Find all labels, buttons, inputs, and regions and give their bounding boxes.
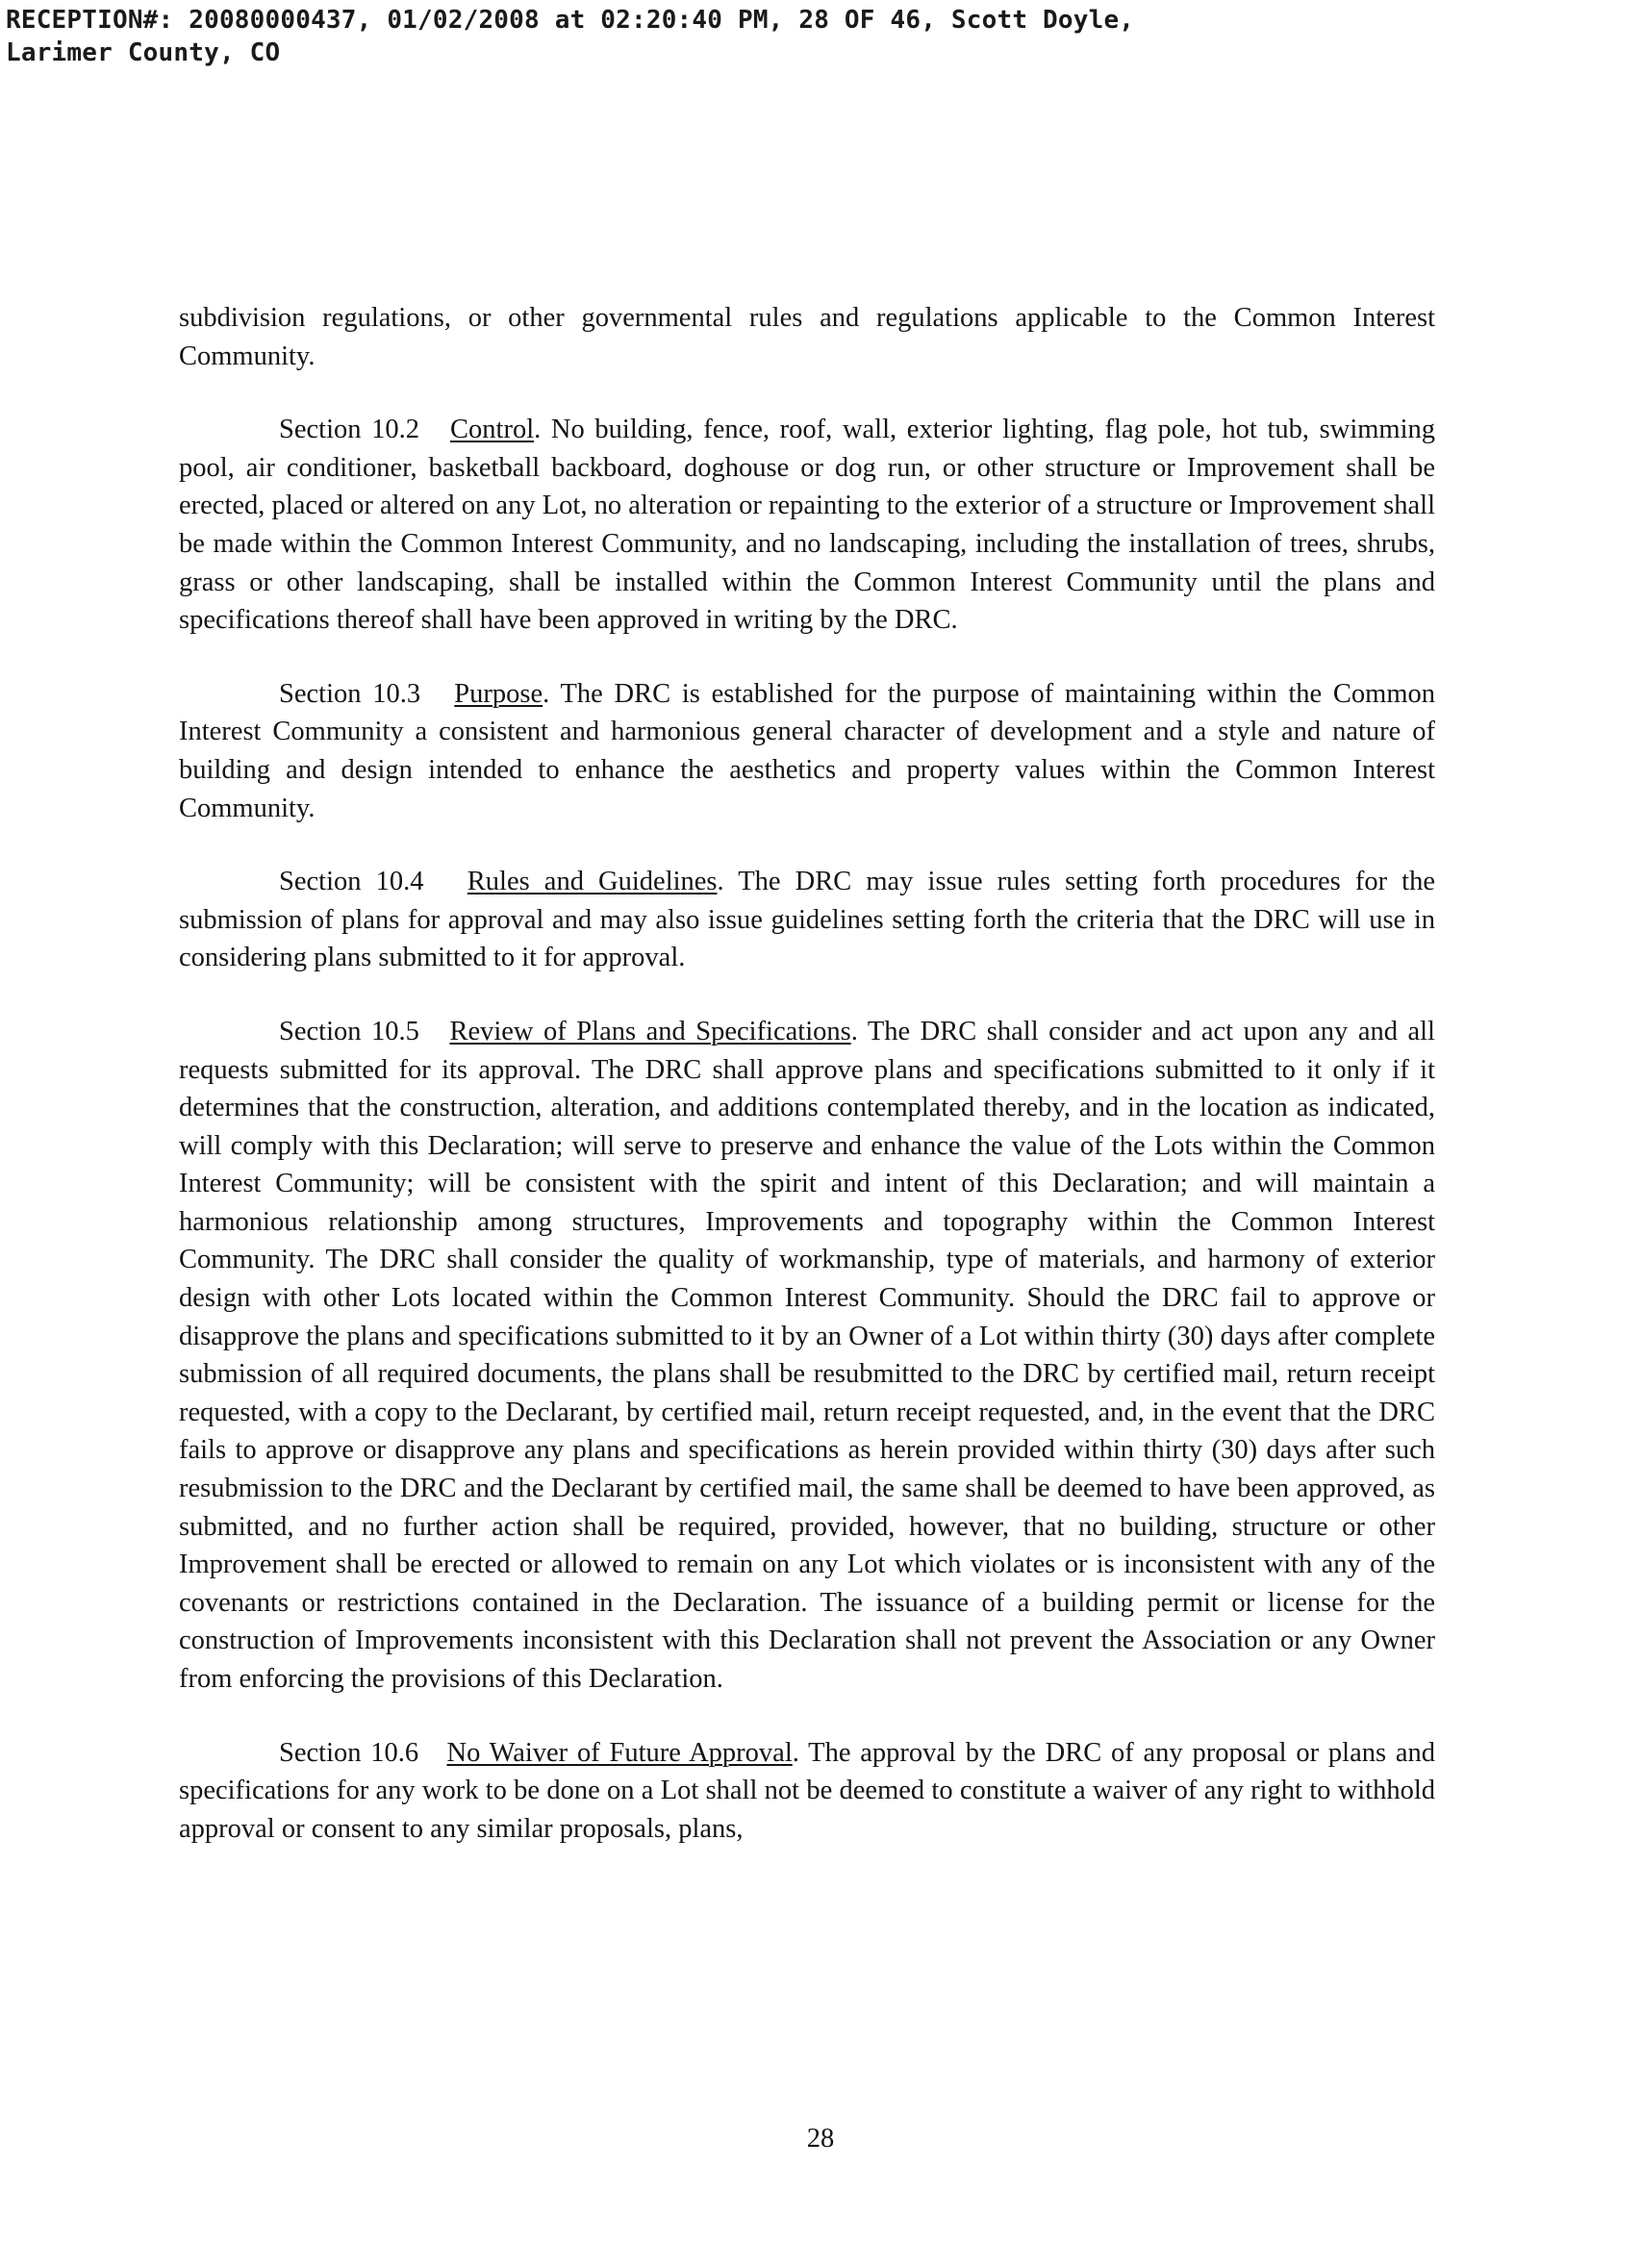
section-label: Section 10.3 [279, 678, 421, 709]
section-10-5: Section 10.5 Review of Plans and Specifications. The DRC shall consider and act upon any and all requests submitted for its approval. The DRC shall approve plans and specifications submitted to it only if it determines that the construction, alteration, and additions contemplated thereby, and in the location as indicated, will comply with this Declaration; will serve to preserve and enhance the value of the Lots within the Common Interest Community; will be consistent with the spirit and intent of this Declaration; and will maintain a harmonious relationship among structures, Improvements and topography within the Common Interest Community. The DRC shall consider the quality of workmanship, type of materials, and harmony of exterior design with other Lots located within the Common Interest Community. Should the DRC fail to approve or disapprove the plans and specifications submitted to it by an Owner of a Lot within thirty (30) days after complete submission of all required documents, the plans shall be resubmitted to the DRC by certified mail, return receipt requested, with a copy to the Declarant, by certified mail, return receipt requested, and, in the event that the DRC fails to approve or disapprove any plans and specifications as herein provided within thirty (30) days after such resubmission to the DRC and the Declarant by certified mail, the same shall be deemed to have been approved, as submitted, and no further action shall be required, provided, however, that no building, structure or other Improvement shall be erected or allowed to remain on any Lot which violates or is inconsistent with any of the covenants or restrictions contained in the Declaration. The issuance of a building permit or license for the construction of Improvements inconsistent with this Declaration shall not prevent the Association or any Owner from enforcing the provisions of this Declaration. [179, 1016, 1435, 1694]
recording-stamp-line-2: Larimer County, CO [6, 38, 281, 67]
section-body: The DRC may issue rules setting forth procedures for the submission of plans for approval and may also issue guidelines setting forth the criteria that the DRC will use in considering plans submitted to it for approval. [179, 867, 1435, 973]
section-title: Purpose [454, 678, 543, 709]
section-title: Rules and Guidelines [467, 867, 718, 897]
recording-stamp [6, 4, 1134, 69]
section-body: No building, fence, roof, wall, exterior lighting, flag pole, hot tub, swimming pool, air conditioner, basketball backboard, doghouse or dog run, or other structure or Improvement shall be erected, placed or altered on any Lot, no alteration or repainting to the exterior of a structure or Improvement shall be made within the Common Interest Community, and no landscaping, including the installation of trees, shrubs, grass or other landscaping, shall be installed within the Common Interest Community until the plans and specifications thereof shall have been approved in writing by the DRC. [179, 415, 1436, 636]
section-title: Control [450, 415, 535, 445]
section-title: No Waiver of Future Approval [446, 1737, 793, 1768]
section-10-3: Section 10.3 Purpose. The DRC is established for the purpose of maintaining within the Common Interest Community a consistent and harmonious general character of development and a style and nature of building and design intended to enhance the aesthetics and property values within the Common Interest Community. [179, 678, 1435, 823]
section-10-4: Section 10.4 Rules and Guidelines. The DRC may issue rules setting forth procedures for the submission of plans for approval and may also issue guidelines setting forth the criteria that the DRC will use in considering plans submitted to it for approval. [179, 867, 1435, 973]
continuation-paragraph: subdivision regulations, or other governmental rules and regulations applicable to the Common Interest Community. [179, 303, 1435, 371]
section-label: Section 10.2 [279, 415, 420, 445]
page-number: 28 [806, 2124, 835, 2154]
section-label: Section 10.4 [279, 867, 424, 897]
section-10-2: Section 10.2 Control. No building, fence, roof, wall, exterior lighting, flag pole, hot tub, swimming pool, air conditioner, basketball backboard, doghouse or dog run, or other structure or Improvement shall be erected, placed or altered on any Lot, no alteration or repainting to the exterior of a structure or Improvement shall be made within the Common Interest Community, and no landscaping, including the installation of trees, shrubs, grass or other landscaping, shall be installed within the Common Interest Community until the plans and specifications thereof shall have been approved in writing by the DRC. [179, 415, 1436, 636]
document-body [179, 299, 1435, 1883]
recording-stamp-line-1: RECEPTION#: 20080000437, 01/02/2008 at 02:20:40 PM, 28 OF 46, Scott Doyle, [6, 6, 1135, 35]
section-10-6: Section 10.6 No Waiver of Future Approval. The approval by the DRC of any proposal or plans and specifications for any work to be done on a Lot shall not be deemed to constitute a waiver of any right to withhold approval or consent to any similar proposals, plans, [179, 1737, 1435, 1844]
section-title: Review of Plans and Specifications [449, 1016, 851, 1046]
section-body: The DRC is established for the purpose of maintaining within the Common Interest Community a consistent and harmonious general character of development and a style and nature of building and design intended to enhance the aesthetics and property values within the Common Interest Community. [179, 678, 1435, 823]
section-body: The DRC shall consider and act upon any and all requests submitted for its approval. The DRC shall approve plans and specifications submitted to it only if it determines that the construction, alteration, and additions contemplated thereby, and in the location as indicated, will comply with this Declaration; will serve to preserve and enhance the value of the Lots within the Common Interest Community; will be consistent with the spirit and intent of this Declaration; and will maintain a harmonious relationship among structures, Improvements and topography within the Common Interest Community. The DRC shall consider the quality of workmanship, type of materials, and harmony of exterior design with other Lots located within the Common Interest Community. Should the DRC fail to approve or disapprove the plans and specifications submitted to it by an Owner of a Lot within thirty (30) days after complete submission of all required documents, the plans shall be resubmitted to the DRC by certified mail, return receipt requested, with a copy to the Declarant, by certified mail, return receipt requested, and, in the event that the DRC fails to approve or disapprove any plans and specifications as herein provided within thirty (30) days after such resubmission to the DRC and the Declarant by certified mail, the same shall be deemed to have been approved, as submitted, and no further action shall be required, provided, however, that no building, structure or other Improvement shall be erected or allowed to remain on any Lot which violates or is inconsistent with any of the covenants or restrictions contained in the Declaration. The issuance of a building permit or license for the construction of Improvements inconsistent with this Declaration shall not prevent the Association or any Owner from enforcing the provisions of this Declaration. [179, 1016, 1435, 1694]
section-label: Section 10.6 [279, 1737, 419, 1768]
section-label: Section 10.5 [279, 1016, 419, 1046]
section-body: The approval by the DRC of any proposal or plans and specifications for any work to be done on a Lot shall not be deemed to constitute a waiver of any right to withhold approval or consent to any similar proposals, plans, [179, 1737, 1435, 1844]
